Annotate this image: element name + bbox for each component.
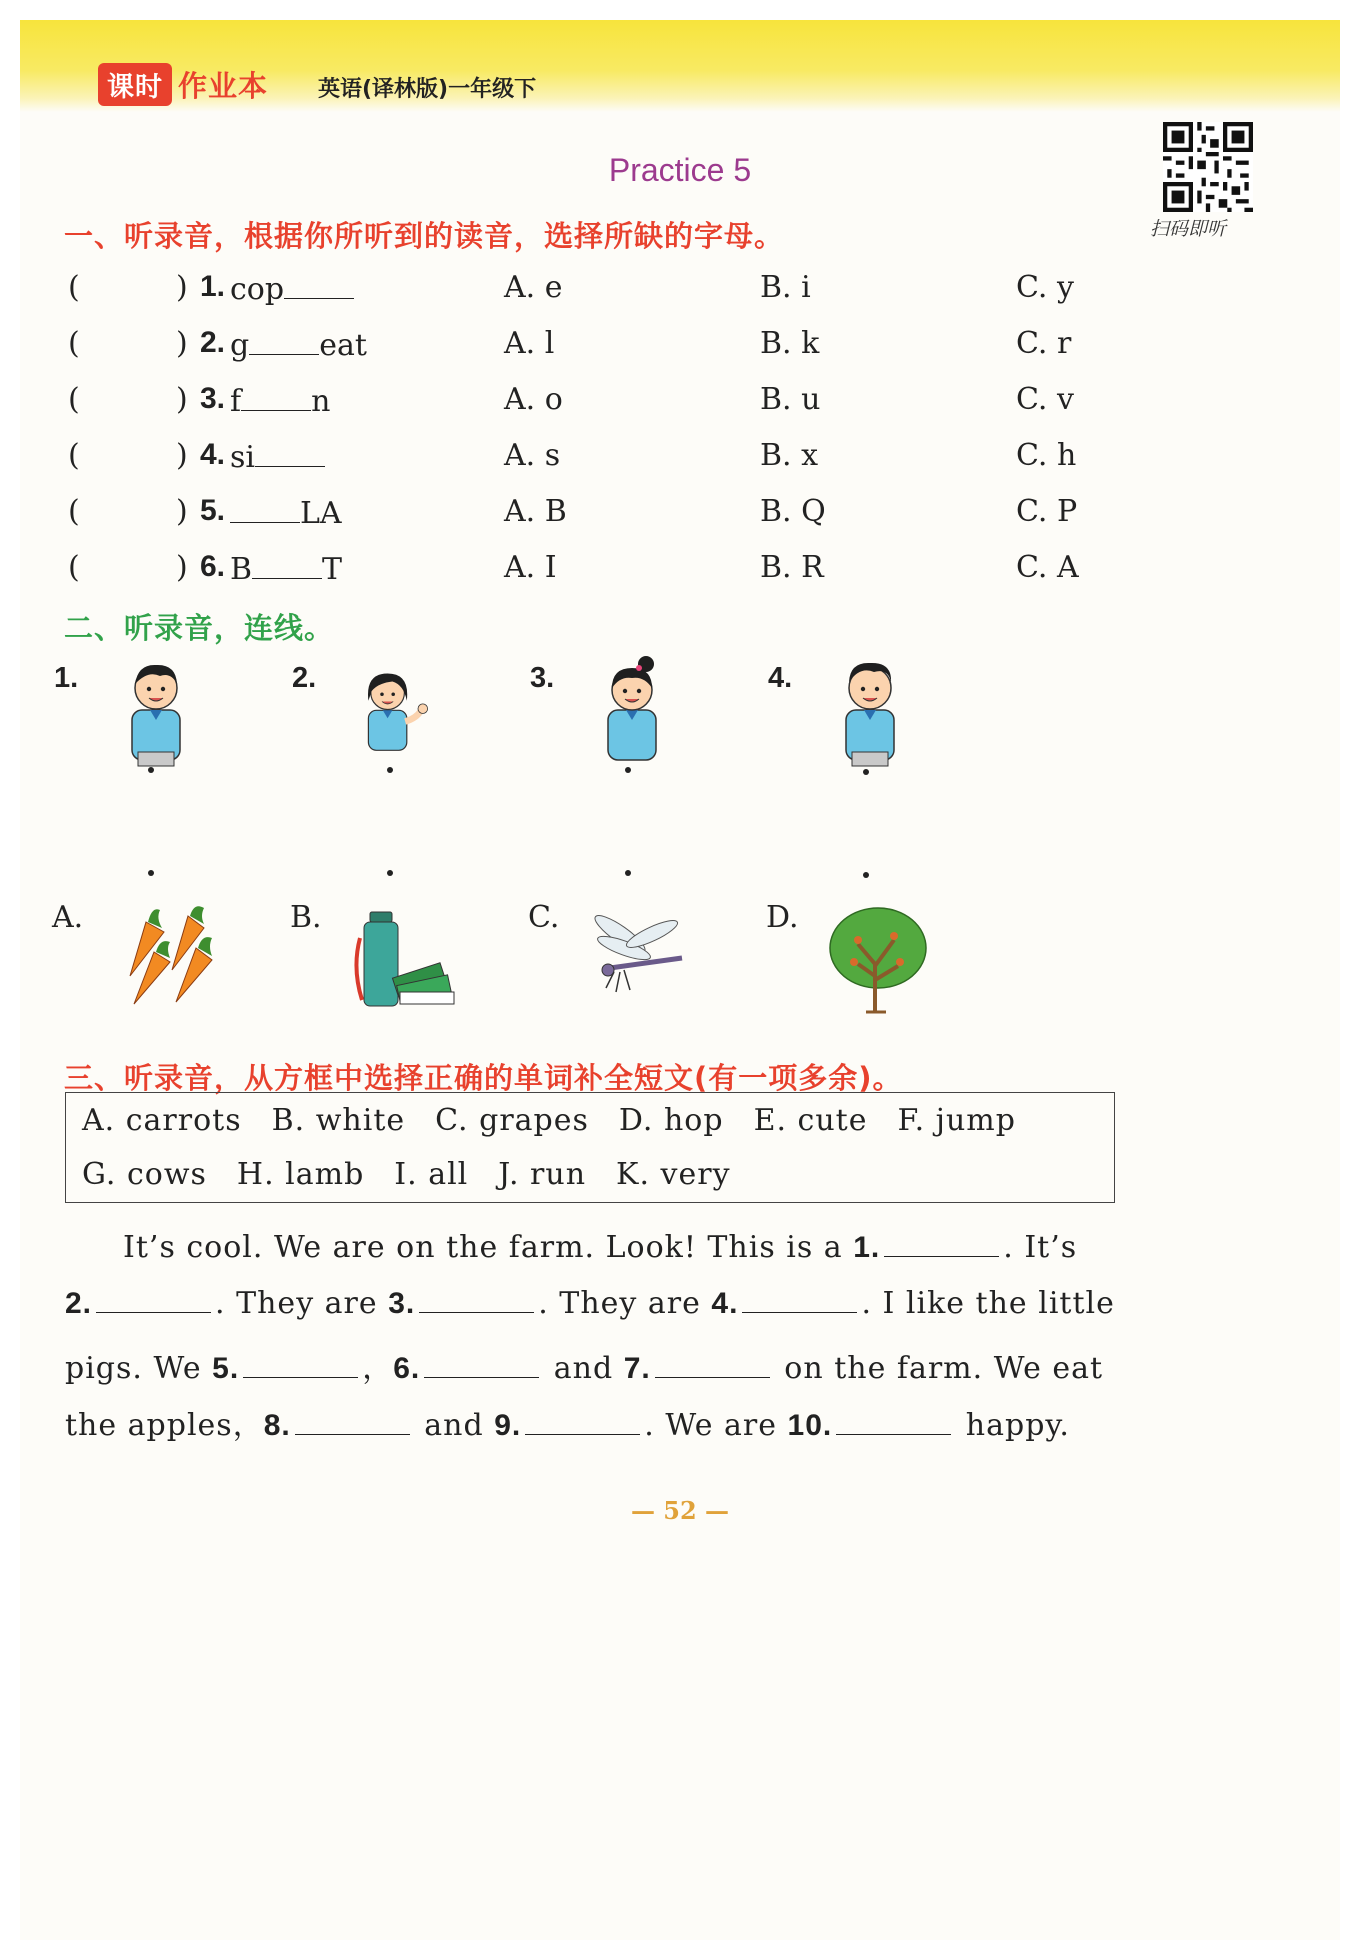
- answer-paren-open[interactable]: (: [68, 382, 80, 417]
- logo-text: 作业本: [178, 68, 269, 103]
- option-a[interactable]: A. o: [504, 382, 563, 417]
- question-row: [68, 438, 1308, 482]
- match-dot[interactable]: [387, 870, 393, 876]
- letter-blank[interactable]: [284, 270, 354, 299]
- question-word: LA: [230, 494, 342, 531]
- option-c[interactable]: C. r: [1016, 326, 1072, 361]
- section3-title: 三、听录音，从方框中选择正确的单词补全短文(有一项多余)。: [64, 1061, 903, 1095]
- option-c[interactable]: C. v: [1016, 382, 1074, 417]
- answer-blank[interactable]: [525, 1408, 640, 1435]
- question-word: f n: [230, 384, 331, 419]
- match-dot[interactable]: [148, 870, 154, 876]
- boy-figure-icon: [830, 654, 910, 769]
- question-row: [68, 326, 1308, 370]
- qr-code-icon[interactable]: [1163, 122, 1253, 212]
- word-bank-line: [82, 1157, 761, 1192]
- match-dot[interactable]: [625, 767, 631, 773]
- question-row: [68, 270, 1308, 314]
- option-b[interactable]: B. k: [760, 326, 820, 361]
- answer-paren-close: ): [176, 270, 188, 305]
- letter-blank[interactable]: [255, 438, 325, 467]
- picture-label: C.: [528, 900, 560, 935]
- question-word: B T: [230, 552, 343, 587]
- option-c[interactable]: C. A: [1016, 550, 1079, 585]
- bottle-and-books-icon: [350, 908, 470, 1008]
- picture-label: B.: [290, 900, 322, 935]
- workbook-page: [20, 20, 1340, 1940]
- match-dot[interactable]: [387, 767, 393, 773]
- question-row: [68, 494, 1308, 538]
- question-number: 4.: [200, 438, 226, 471]
- answer-blank[interactable]: [424, 1351, 539, 1378]
- page-title: Practice 5: [608, 152, 752, 188]
- option-a[interactable]: A. e: [504, 270, 563, 305]
- option-c[interactable]: C. P: [1016, 494, 1078, 529]
- passage-line: pigs. We 5. ，6. and 7. on the farm. We eat: [65, 1351, 1104, 1386]
- question-number: 5.: [200, 494, 226, 527]
- answer-blank[interactable]: [742, 1286, 857, 1313]
- person-number: 2.: [292, 662, 317, 694]
- girl-ponytail-figure-icon: [592, 654, 672, 769]
- word-option[interactable]: J. run: [498, 1157, 587, 1192]
- word-option[interactable]: A. carrots: [82, 1103, 242, 1138]
- answer-paren-close: ): [176, 494, 188, 529]
- subject-label: 英语(译林版)一年级下: [318, 77, 537, 102]
- page-number: — 52 —: [630, 1496, 730, 1525]
- answer-paren-open[interactable]: (: [68, 326, 80, 361]
- match-dot[interactable]: [148, 767, 154, 773]
- letter-blank[interactable]: [230, 494, 300, 523]
- word-option[interactable]: B. white: [271, 1103, 406, 1138]
- answer-blank[interactable]: [96, 1286, 211, 1313]
- question-word: cop: [230, 270, 354, 307]
- qr-label: 扫码即听: [1150, 218, 1227, 240]
- option-c[interactable]: C. h: [1016, 438, 1077, 473]
- word-option[interactable]: C. grapes: [435, 1103, 589, 1138]
- carrots-icon: [116, 904, 221, 1009]
- word-bank-line: [82, 1103, 1016, 1138]
- question-row: [68, 382, 1308, 426]
- passage-line: the apples，8. and 9. . We are 10. happy.: [65, 1408, 1070, 1443]
- option-a[interactable]: A. B: [504, 494, 567, 529]
- word-option[interactable]: E. cute: [753, 1103, 868, 1138]
- answer-blank[interactable]: [655, 1351, 770, 1378]
- question-row: [68, 550, 1308, 594]
- letter-blank[interactable]: [249, 326, 319, 355]
- option-a[interactable]: A. I: [504, 550, 557, 585]
- answer-blank[interactable]: [836, 1408, 951, 1435]
- match-dot[interactable]: [863, 872, 869, 878]
- answer-blank[interactable]: [884, 1230, 999, 1257]
- answer-paren-open[interactable]: (: [68, 494, 80, 529]
- option-b[interactable]: B. u: [760, 382, 821, 417]
- passage-line: It’s cool. We are on the farm. Look! This is a 1. . It’s: [123, 1230, 1078, 1265]
- match-dot[interactable]: [625, 870, 631, 876]
- letter-blank[interactable]: [241, 382, 311, 411]
- option-a[interactable]: A. s: [504, 438, 561, 473]
- tree-with-birds-icon: [828, 904, 928, 1014]
- word-option[interactable]: H. lamb: [236, 1157, 365, 1192]
- passage-line: 2. . They are 3. . They are 4. . I like the little: [65, 1286, 1115, 1321]
- answer-paren-open[interactable]: (: [68, 270, 80, 305]
- answer-blank[interactable]: [295, 1408, 410, 1435]
- word-option[interactable]: I. all: [394, 1157, 469, 1192]
- section2-title: 二、听录音，连线。: [64, 611, 335, 645]
- option-b[interactable]: B. Q: [760, 494, 826, 529]
- answer-blank[interactable]: [243, 1351, 358, 1378]
- answer-blank[interactable]: [419, 1286, 534, 1313]
- letter-blank[interactable]: [252, 550, 322, 579]
- header-banner: [20, 20, 1340, 112]
- answer-paren-close: ): [176, 326, 188, 361]
- answer-paren-close: ): [176, 438, 188, 473]
- word-option[interactable]: K. very: [616, 1157, 731, 1192]
- word-option[interactable]: G. cows: [82, 1157, 207, 1192]
- question-number: 3.: [200, 382, 226, 415]
- word-option[interactable]: F. jump: [897, 1103, 1016, 1138]
- dragonfly-icon: [590, 912, 690, 997]
- answer-paren-close: ): [176, 550, 188, 585]
- word-bank-box: [65, 1092, 1115, 1203]
- question-word: g eat: [230, 328, 367, 363]
- option-c[interactable]: C. y: [1016, 270, 1074, 305]
- person-number: 1.: [54, 662, 79, 694]
- logo-badge: 课时: [98, 63, 172, 106]
- question-number: 6.: [200, 550, 226, 583]
- option-a[interactable]: A. l: [504, 326, 555, 361]
- person-number: 4.: [768, 662, 793, 694]
- logo: [98, 64, 268, 104]
- option-b[interactable]: B. x: [760, 438, 819, 473]
- section1-title: 一、听录音，根据你所听到的读音，选择所缺的字母。: [64, 219, 785, 253]
- question-number: 1.: [200, 270, 226, 303]
- girl-waving-figure-icon: [354, 654, 434, 769]
- word-option[interactable]: D. hop: [618, 1103, 724, 1138]
- option-b[interactable]: B. i: [760, 270, 811, 305]
- person-number: 3.: [530, 662, 555, 694]
- question-word: si: [230, 438, 325, 475]
- match-dot[interactable]: [863, 769, 869, 775]
- question-number: 2.: [200, 326, 226, 359]
- picture-label: D.: [766, 900, 799, 935]
- answer-paren-open[interactable]: (: [68, 550, 80, 585]
- boy-figure-icon: [116, 654, 196, 769]
- option-b[interactable]: B. R: [760, 550, 824, 585]
- picture-label: A.: [52, 900, 84, 935]
- answer-paren-close: ): [176, 382, 188, 417]
- answer-paren-open[interactable]: (: [68, 438, 80, 473]
